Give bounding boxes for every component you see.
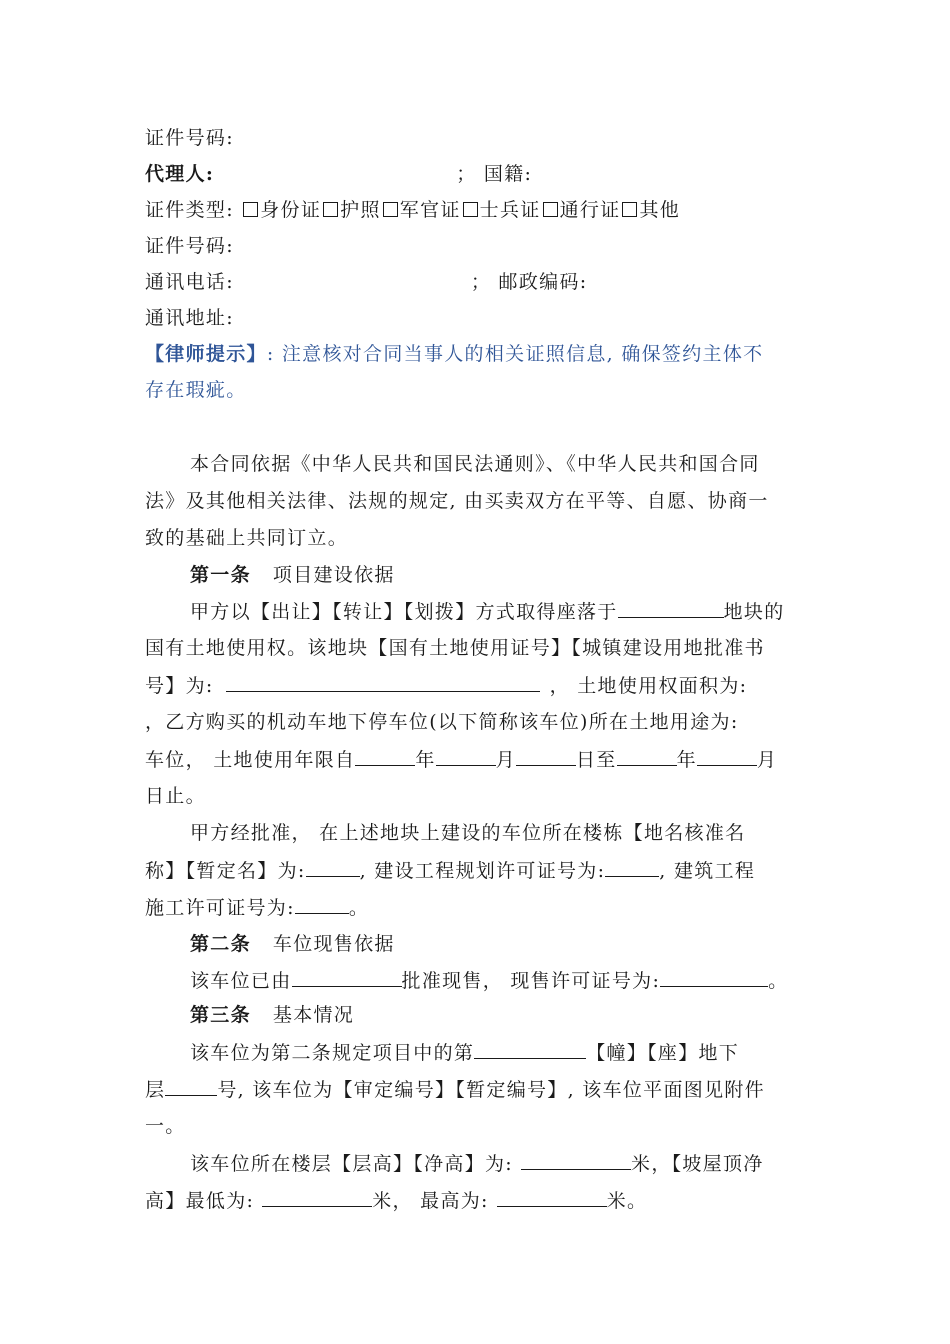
start-year-blank[interactable] bbox=[355, 747, 415, 766]
article-1-p2-line-1 bbox=[190, 821, 810, 845]
intro-text: 法》及其他相关法律、法规的规定, 由买卖双方在平等、自愿、协商一 bbox=[145, 490, 769, 512]
intro-text: 本合同依据《中华人民共和国民法通则》、《中华人民共和国合同 bbox=[190, 453, 760, 475]
land-certificate-number-blank[interactable] bbox=[226, 673, 540, 692]
article-1-p2-line-3 bbox=[145, 895, 810, 920]
checkbox-officer-card[interactable] bbox=[383, 202, 398, 217]
text: 甲方经批准， 在上述地块上建设的车位所在楼栋【地名核准名 bbox=[190, 822, 746, 844]
text: , 建设工程规划许可证号为: bbox=[359, 860, 606, 882]
text: 甲方以【出让】【转让】【划拨】方式取得座落于 bbox=[190, 601, 618, 623]
article-3-heading bbox=[190, 1003, 810, 1027]
text: 米， 最高为: bbox=[372, 1190, 489, 1212]
lawyer-tip-text: 存在瑕疵。 bbox=[145, 379, 247, 401]
article-3-p2-line-2 bbox=[145, 1188, 810, 1213]
article-1-heading bbox=[190, 563, 810, 587]
article-3-p1-line-1 bbox=[190, 1040, 810, 1065]
postcode-label: ； 邮政编码: bbox=[470, 271, 588, 293]
text: 月 bbox=[495, 749, 516, 771]
text: 日至 bbox=[575, 749, 617, 771]
building-name-blank[interactable] bbox=[306, 858, 360, 877]
article-number: 第三条 bbox=[190, 1004, 251, 1026]
id-type-row bbox=[145, 198, 810, 222]
end-month-blank[interactable] bbox=[697, 747, 757, 766]
space-number-blank[interactable] bbox=[165, 1077, 217, 1096]
article-number: 第二条 bbox=[190, 933, 251, 955]
article-2-heading bbox=[190, 932, 810, 956]
text: 车位， 土地使用年限自 bbox=[145, 749, 356, 771]
article-3-p1-line-2 bbox=[145, 1077, 810, 1102]
address-row bbox=[145, 306, 810, 330]
article-1-p1-line-5 bbox=[145, 747, 810, 772]
intro-line-1 bbox=[190, 452, 810, 476]
text: 。 bbox=[768, 970, 789, 992]
id-type-option: 其他 bbox=[639, 199, 681, 221]
id-type-option: 通行证 bbox=[559, 199, 621, 221]
article-1-p1-line-2 bbox=[145, 636, 810, 660]
text: 。 bbox=[348, 897, 370, 919]
end-year-blank[interactable] bbox=[617, 747, 677, 766]
checkbox-other[interactable] bbox=[622, 202, 637, 217]
id-number-label: 证件号码: bbox=[145, 127, 234, 149]
id-type-option: 身份证 bbox=[260, 199, 322, 221]
id-type-option: 士兵证 bbox=[479, 199, 541, 221]
text: 层 bbox=[145, 1079, 166, 1101]
lawyer-tip-label: 【律师提示】 bbox=[145, 343, 267, 365]
text: 年 bbox=[415, 749, 436, 771]
lawyer-tip-text: : 注意核对合同当事人的相关证照信息, 确保签约主体不 bbox=[266, 343, 764, 365]
article-3-p1-line-3 bbox=[145, 1114, 810, 1138]
text: 批准现售， 现售许可证号为: bbox=[401, 970, 661, 992]
id-type-option: 军官证 bbox=[399, 199, 461, 221]
text: 月 bbox=[756, 749, 778, 771]
intro-line-2 bbox=[145, 489, 810, 513]
nationality-label: ； 国籍: bbox=[456, 163, 533, 185]
sale-permit-number-blank[interactable] bbox=[660, 968, 768, 987]
building-number-blank[interactable] bbox=[474, 1040, 586, 1059]
principal-id-number-row bbox=[145, 126, 810, 150]
text: 称】【暂定名】为: bbox=[145, 860, 306, 882]
text: 施工许可证号为: bbox=[145, 897, 295, 919]
article-title: 基本情况 bbox=[272, 1004, 355, 1026]
intro-line-3 bbox=[145, 526, 810, 550]
max-height-blank[interactable] bbox=[497, 1188, 607, 1207]
article-title: 车位现售依据 bbox=[272, 933, 395, 955]
text: 地块的 bbox=[723, 601, 785, 623]
text: 米。 bbox=[606, 1190, 648, 1212]
article-1-p1-line-3 bbox=[145, 673, 810, 698]
text: 该车位为第二条规定项目中的第 bbox=[190, 1042, 475, 1064]
agent-row bbox=[145, 162, 810, 186]
text: 高】最低为: bbox=[145, 1190, 255, 1212]
checkbox-soldier-card[interactable] bbox=[463, 202, 478, 217]
checkbox-id-card[interactable] bbox=[243, 202, 258, 217]
agent-label: 代理人: bbox=[145, 163, 215, 185]
checkbox-passport[interactable] bbox=[323, 202, 338, 217]
text: 国有土地使用权。该地块【国有土地使用证号】【城镇建设用地批准书 bbox=[145, 637, 765, 659]
phone-row bbox=[145, 270, 810, 294]
article-3-p2-line-1 bbox=[190, 1151, 810, 1176]
text: 日止。 bbox=[145, 785, 206, 807]
phone-label: 通讯电话: bbox=[145, 271, 234, 293]
text: 号, 该车位为【审定编号】【暂定编号】, 该车位平面图见附件 bbox=[217, 1079, 765, 1101]
checkbox-pass-permit[interactable] bbox=[543, 202, 558, 217]
land-location-blank[interactable] bbox=[618, 599, 724, 618]
min-height-blank[interactable] bbox=[262, 1188, 372, 1207]
floor-height-blank[interactable] bbox=[521, 1151, 631, 1170]
id-number-label: 证件号码: bbox=[145, 235, 234, 257]
article-number: 第一条 bbox=[190, 564, 251, 586]
planning-permit-blank[interactable] bbox=[605, 858, 659, 877]
start-day-blank[interactable] bbox=[516, 747, 576, 766]
article-title: 项目建设依据 bbox=[272, 564, 395, 586]
article-1-p1-line-4 bbox=[145, 710, 810, 734]
article-1-p2-line-2 bbox=[145, 858, 810, 883]
article-1-p1-line-6 bbox=[145, 784, 810, 808]
text: ，乙方购买的机动车地下停车位(以下简称该车位)所在土地用途为: bbox=[145, 711, 739, 733]
construction-permit-blank[interactable] bbox=[295, 895, 349, 914]
text: 年 bbox=[676, 749, 697, 771]
id-type-option: 护照 bbox=[340, 199, 381, 221]
approval-authority-blank[interactable] bbox=[292, 968, 402, 987]
agent-id-number-row bbox=[145, 234, 810, 258]
article-1-p1-line-1 bbox=[190, 599, 810, 624]
text: ， 土地使用权面积为: bbox=[549, 675, 748, 697]
lawyer-tip-line-1 bbox=[145, 342, 810, 366]
text: 【幢】【座】地下 bbox=[586, 1042, 740, 1064]
text: 该车位所在楼层【层高】【净高】为: bbox=[190, 1153, 514, 1175]
start-month-blank[interactable] bbox=[436, 747, 496, 766]
text: 该车位已由 bbox=[190, 970, 292, 992]
lawyer-tip-line-2 bbox=[145, 378, 810, 402]
address-label: 通讯地址: bbox=[145, 307, 234, 329]
id-type-label: 证件类型: bbox=[145, 199, 234, 221]
text: 米，【坡屋顶净 bbox=[631, 1153, 764, 1175]
text: , 建筑工程 bbox=[659, 860, 756, 882]
text: 一。 bbox=[145, 1115, 186, 1137]
article-2-line bbox=[190, 968, 810, 993]
intro-text: 致的基础上共同订立。 bbox=[145, 527, 349, 549]
text: 号】为: bbox=[145, 675, 214, 697]
